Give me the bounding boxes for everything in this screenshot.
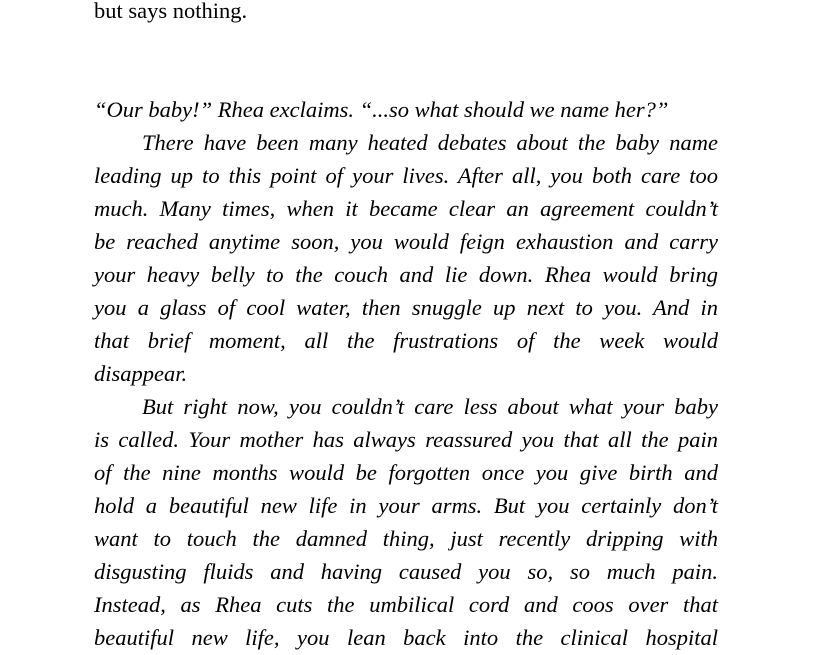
text-line: you a glass of cool water, then snuggle up next to you. And in (94, 295, 718, 320)
paragraph-baby-name-debates (94, 126, 718, 390)
text-line: disappear. (94, 361, 188, 386)
previous-paragraph-end: but says nothing. (94, 0, 248, 23)
text-line: hold a beautiful new life in your arms. But you certainly don’t (94, 493, 718, 518)
text-line: There have been many heated debates about the baby name (142, 130, 718, 155)
text-line: disgusting fluids and having caused you so, so much pain. (94, 559, 718, 584)
text-line: that brief moment, all the frustrations of the week would (94, 328, 718, 353)
text-line: Instead, as Rhea cuts the umbilical cord and coos over that (94, 592, 718, 617)
dialogue-line: “Our baby!” Rhea exclaims. “...so what should we name her?” (94, 97, 669, 122)
text-line: of the nine months would be forgotten once you give birth and (94, 460, 718, 485)
section-break (94, 27, 718, 93)
text-line: be reached anytime soon, you would feign exhaustion and carry (94, 229, 718, 254)
text-line: is called. Your mother has always reassured you that all the pain (94, 427, 718, 452)
paragraph-right-now (94, 390, 718, 654)
text-line: want to touch the damned thing, just recently dripping with (94, 526, 718, 551)
text-line: beautiful new life, you lean back into the clinical hospital (94, 625, 718, 650)
book-page (94, 0, 718, 654)
text-line: your heavy belly to the couch and lie down. Rhea would bring (94, 262, 718, 287)
text-line: But right now, you couldn’t care less about what your baby (142, 394, 718, 419)
text-line: leading up to this point of your lives. After all, you both care too (94, 163, 718, 188)
text-line: much. Many times, when it became clear an agreement couldn’t (94, 196, 718, 221)
